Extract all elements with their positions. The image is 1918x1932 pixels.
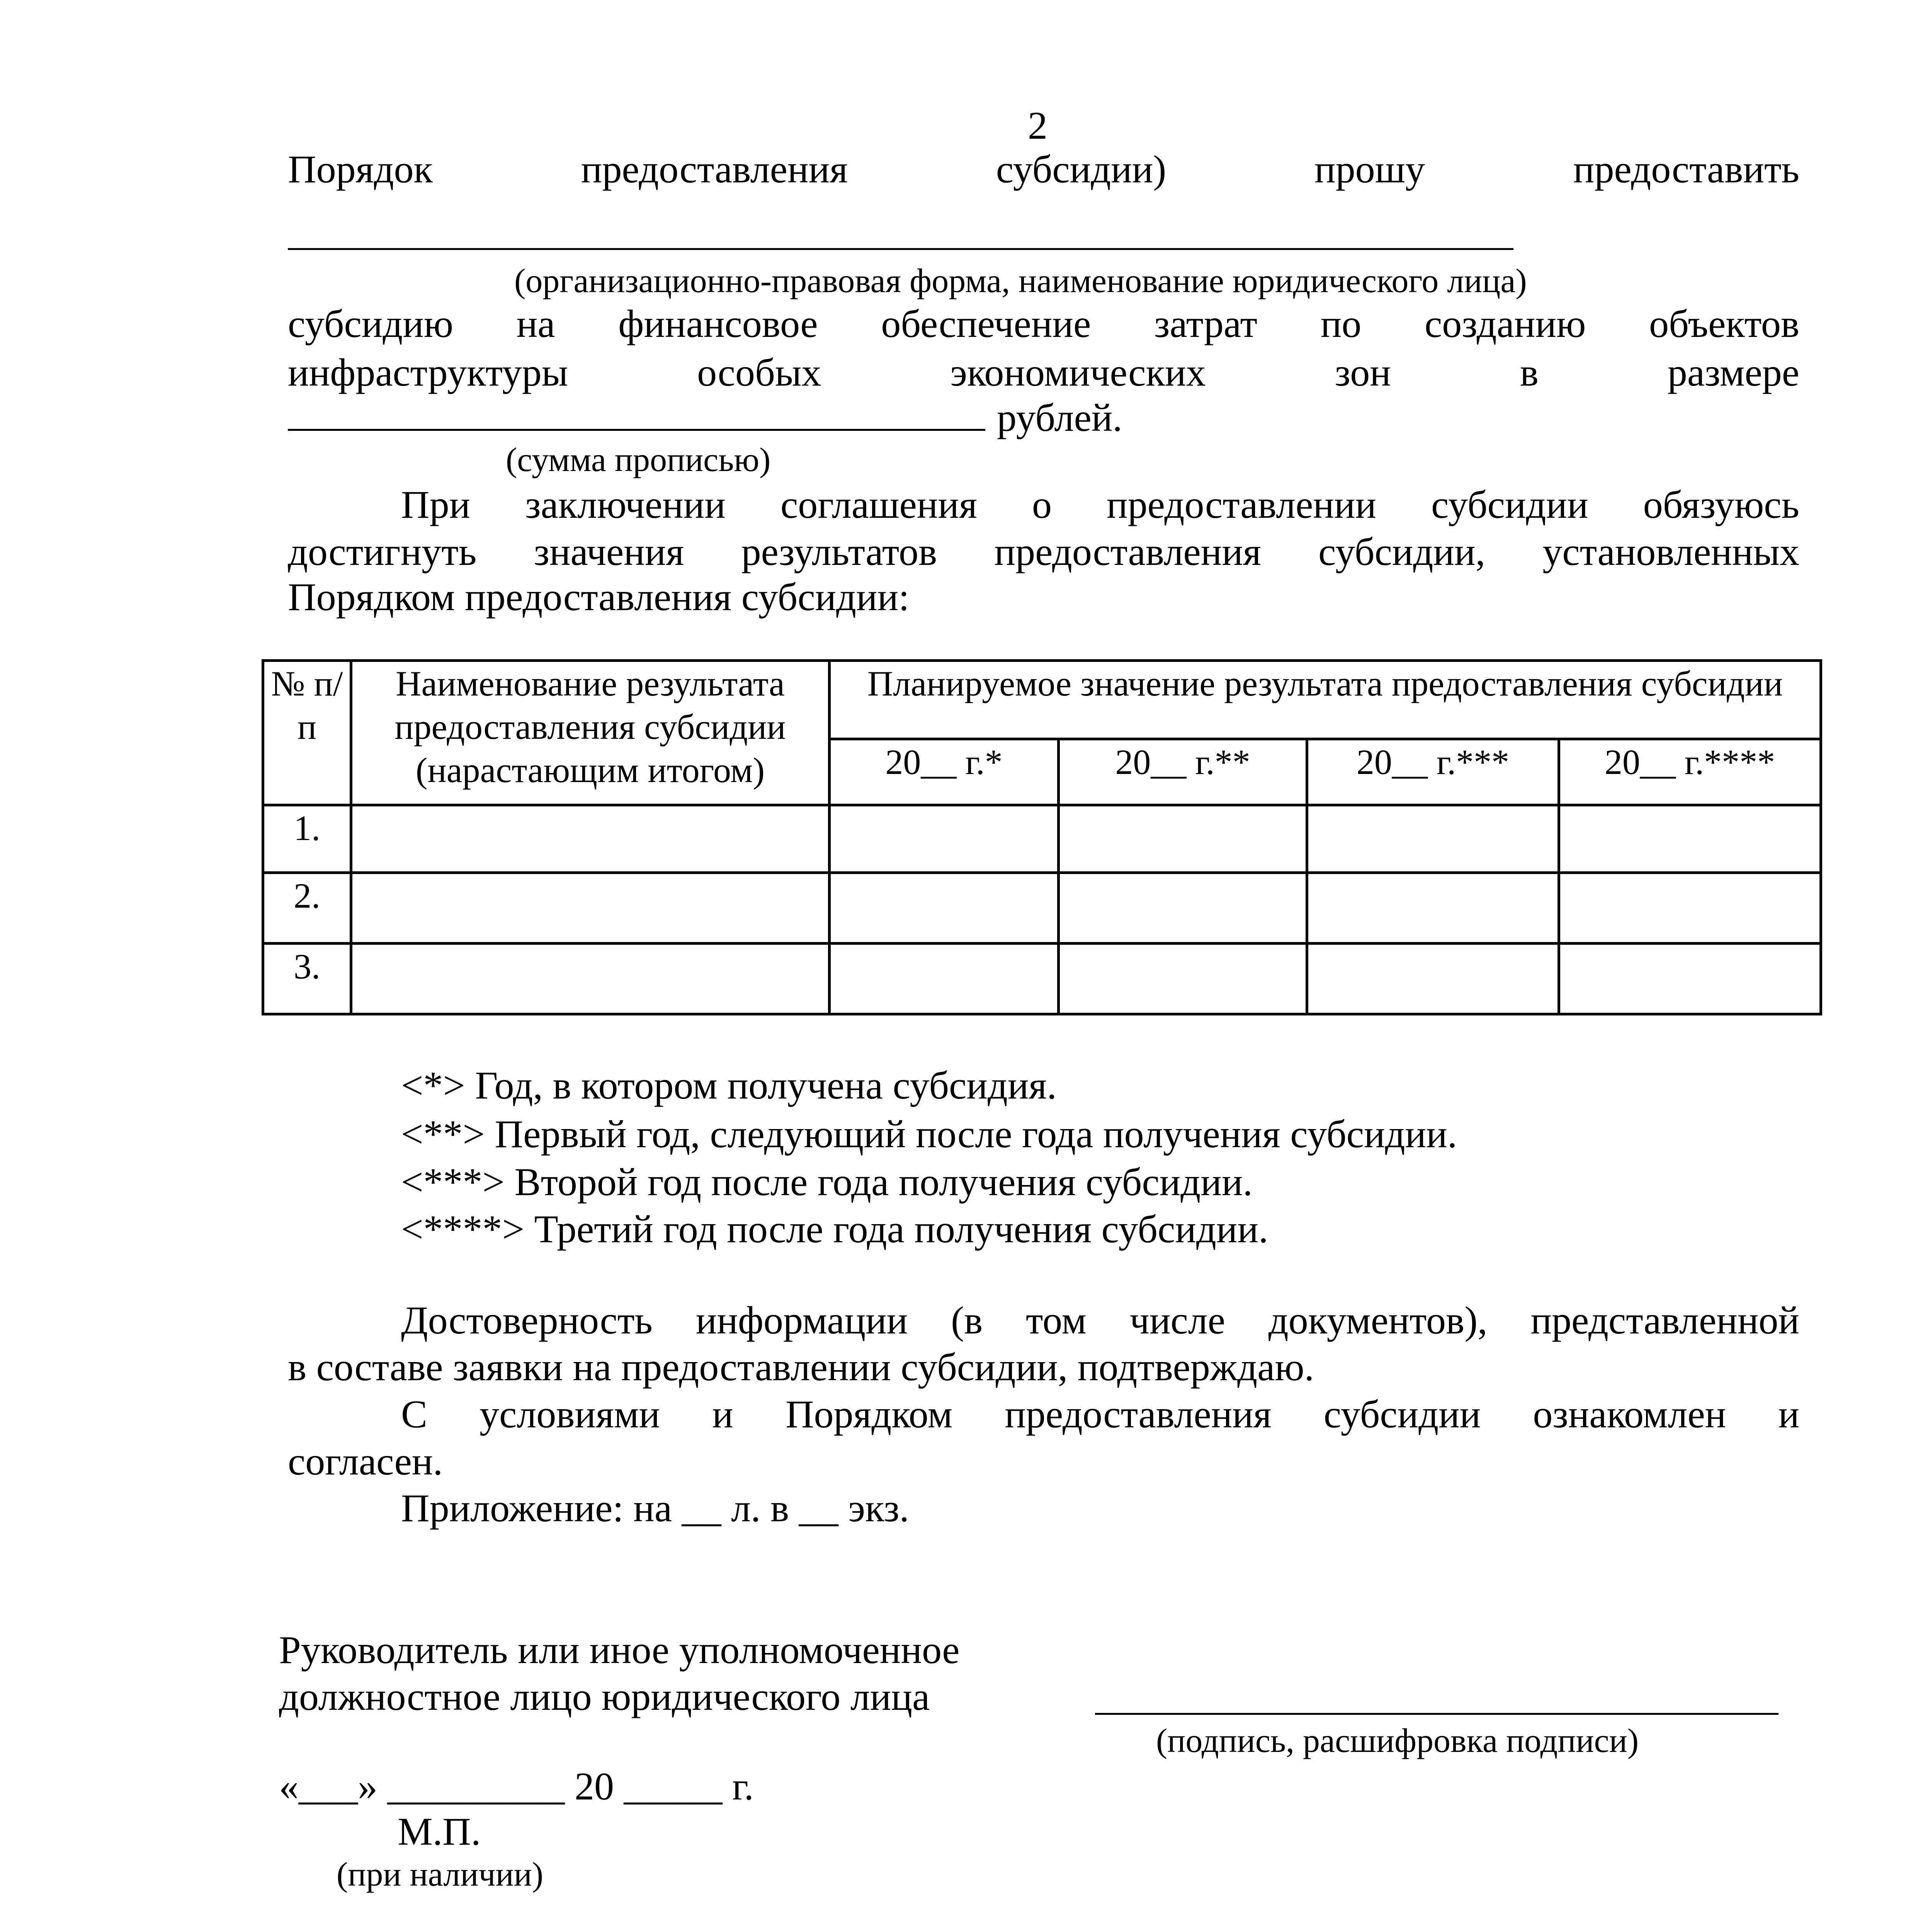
cell[interactable]	[1559, 805, 1821, 873]
sum-field-line	[288, 429, 985, 431]
confirmation-line-4: согласен.	[288, 1440, 443, 1483]
word: Порядок	[288, 148, 433, 191]
cell[interactable]	[830, 944, 1059, 1014]
cell[interactable]	[351, 805, 830, 873]
header-year-1: 20__ г.*	[830, 739, 1059, 805]
attachment-line: Приложение: на __ л. в __ экз.	[401, 1486, 909, 1530]
cell[interactable]	[1559, 873, 1821, 944]
row-number: 3.	[263, 944, 351, 1014]
stamp-label: М.П.	[398, 1810, 481, 1854]
cell[interactable]	[351, 944, 830, 1014]
word: прошу	[1314, 148, 1425, 191]
table-row	[263, 805, 1821, 873]
header-name: Наименование результата предоставления субсидии (нарастающим итогом)	[351, 661, 830, 805]
row-number: 2.	[263, 873, 351, 944]
confirmation-line-2: в составе заявки на предоставлении субсидии, подтверждаю.	[288, 1345, 1314, 1389]
word: субсидии)	[996, 148, 1166, 191]
footnote-4: <****> Третий год после года получения субсидии.	[401, 1208, 1268, 1251]
cell[interactable]	[1059, 944, 1307, 1014]
cell[interactable]	[351, 873, 830, 944]
org-caption: (организационно-правовая форма, наименование юридического лица)	[514, 262, 1527, 300]
commitment-line-3: Порядком предоставления субсидии:	[288, 575, 910, 619]
header-num: № п/п	[263, 661, 351, 805]
date-line: «___» _________ 20 _____ г.	[279, 1765, 754, 1808]
intro-line-1	[288, 145, 1799, 195]
cell[interactable]	[830, 805, 1059, 873]
table-row	[263, 944, 1821, 1014]
header-year-4: 20__ г.****	[1559, 739, 1821, 805]
header-year-2: 20__ г.**	[1059, 739, 1307, 805]
commitment-line-2: достигнуть значения результатов предоставления субсидии, установленных	[288, 530, 1799, 574]
org-name-field-line	[288, 248, 1513, 250]
cell[interactable]	[1307, 805, 1559, 873]
stamp-note: (при наличии)	[337, 1856, 544, 1893]
cell[interactable]	[830, 873, 1059, 944]
word: предоставить	[1573, 148, 1800, 191]
sum-caption: (сумма прописью)	[506, 441, 771, 479]
signature-caption: (подпись, расшифровка подписи)	[1156, 1722, 1639, 1760]
commitment-line-1: При заключении соглашения о предоставлении субсидии обязуюсь	[401, 483, 1799, 527]
cell[interactable]	[1559, 944, 1821, 1014]
footnote-1: <*> Год, в котором получена субсидия.	[401, 1064, 1057, 1107]
row-number: 1.	[263, 805, 351, 873]
confirmation-line-3: С условиями и Порядком предоставления субсидии ознакомлен и	[401, 1393, 1799, 1436]
signature-field-line	[1095, 1713, 1779, 1715]
cell[interactable]	[1307, 944, 1559, 1014]
word: предоставления	[581, 148, 848, 191]
results-table	[262, 659, 1822, 1015]
cell[interactable]	[1059, 873, 1307, 944]
footnote-3: <***> Второй год после года получения субсидии.	[401, 1160, 1253, 1204]
page-number: 2	[1028, 104, 1047, 148]
signatory-role-1: Руководитель или иное уполномоченное	[279, 1628, 960, 1672]
footnote-2: <**> Первый год, следующий после года получения субсидии.	[401, 1112, 1457, 1156]
cell[interactable]	[1059, 805, 1307, 873]
cell[interactable]	[1307, 873, 1559, 944]
intro-line-2: субсидию на финансовое обеспечение затрат по созданию объектов	[288, 302, 1799, 346]
rubles-label: рублей.	[997, 396, 1122, 440]
confirmation-line-1: Достоверность информации (в том числе документов), представленной	[401, 1299, 1799, 1342]
signatory-role-2: должностное лицо юридического лица	[279, 1675, 930, 1719]
header-planned: Планируемое значение результата предоставления субсидии	[830, 661, 1821, 739]
table-row	[263, 873, 1821, 944]
header-year-3: 20__ г.***	[1307, 739, 1559, 805]
intro-line-3: инфраструктуры особых экономических зон в размере	[288, 351, 1799, 395]
